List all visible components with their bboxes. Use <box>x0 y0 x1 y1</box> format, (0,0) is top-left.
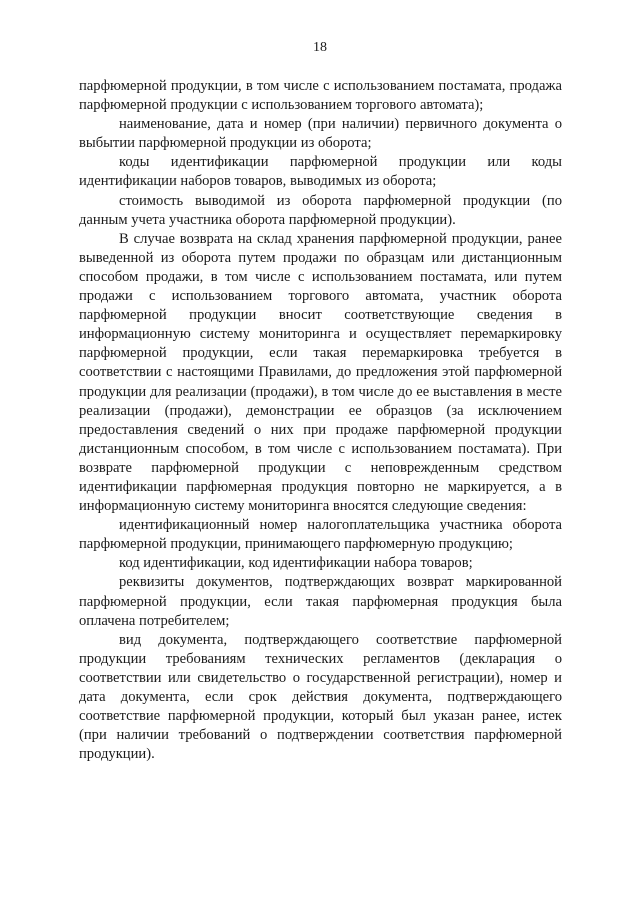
paragraph-return-to-warehouse: В случае возврата на склад хранения парфюмерной продукции, ранее выведенной из оборота путем продажи по образцам или дистанционным способом продажи, в том числе с использованием постамата, или путем продажи с использованием торгового автомата, участник оборота парфюмерной продукции вносит соответствующие сведения в информационную систему мониторинга и осуществляет перемаркировку парфюмерной продукции, если такая перемаркировка требуется в соответствии с настоящими Правилами, до предложения этой парфюмерной продукции для реализации (продажи), в том числе до ее выставления в месте реализации (продажи), демонстрации ее образцов (за исключением предоставления сведений о них при продаже парфюмерной продукции дистанционным способом, в том числе с использованием постамата). При возврате парфюмерной продукции с неповрежденным средством идентификации парфюмерная продукция повторно не маркируется, а в информационную систему мониторинга вносятся следующие сведения: <box>79 230 562 515</box>
paragraph-continuation: парфюмерной продукции, в том числе с использованием постамата, продажа парфюмерной продукции с использованием торгового автомата); <box>79 78 562 114</box>
paragraph-conformity-document: вид документа, подтверждающего соответствие парфюмерной продукции требованиям технических регламентов (декларация о соответствии или свидетельство о государственной регистрации), номер и дата документа, если срок действия документа, подтверждающего соответствие парфюмерной продукции, который был указан ранее, истек (при наличии требований о подтверждении соответствия парфюмерной продукции). <box>79 631 562 763</box>
paragraph-identification-code: код идентификации, код идентификации набора товаров; <box>119 555 473 572</box>
paragraph-taxpayer-id: идентификационный номер налогоплательщика участника оборота парфюмерной продукции, принимающего парфюмерную продукцию; <box>79 517 562 553</box>
paragraph-document-name: наименование, дата и номер (при наличии) первичного документа о выбытии парфюмерной продукции из оборота; <box>79 116 562 152</box>
page-number: 18 <box>313 40 327 55</box>
document-body <box>79 77 562 764</box>
paragraph-identification-codes: коды идентификации парфюмерной продукции или коды идентификации наборов товаров, выводимых из оборота; <box>79 154 562 190</box>
paragraph-return-documents: реквизиты документов, подтверждающих возврат маркированной парфюмерной продукции, если такая парфюмерная продукция была оплачена потребителем; <box>79 574 562 629</box>
paragraph-cost: стоимость выводимой из оборота парфюмерной продукции (по данным учета участника оборота парфюмерной продукции). <box>79 192 562 228</box>
